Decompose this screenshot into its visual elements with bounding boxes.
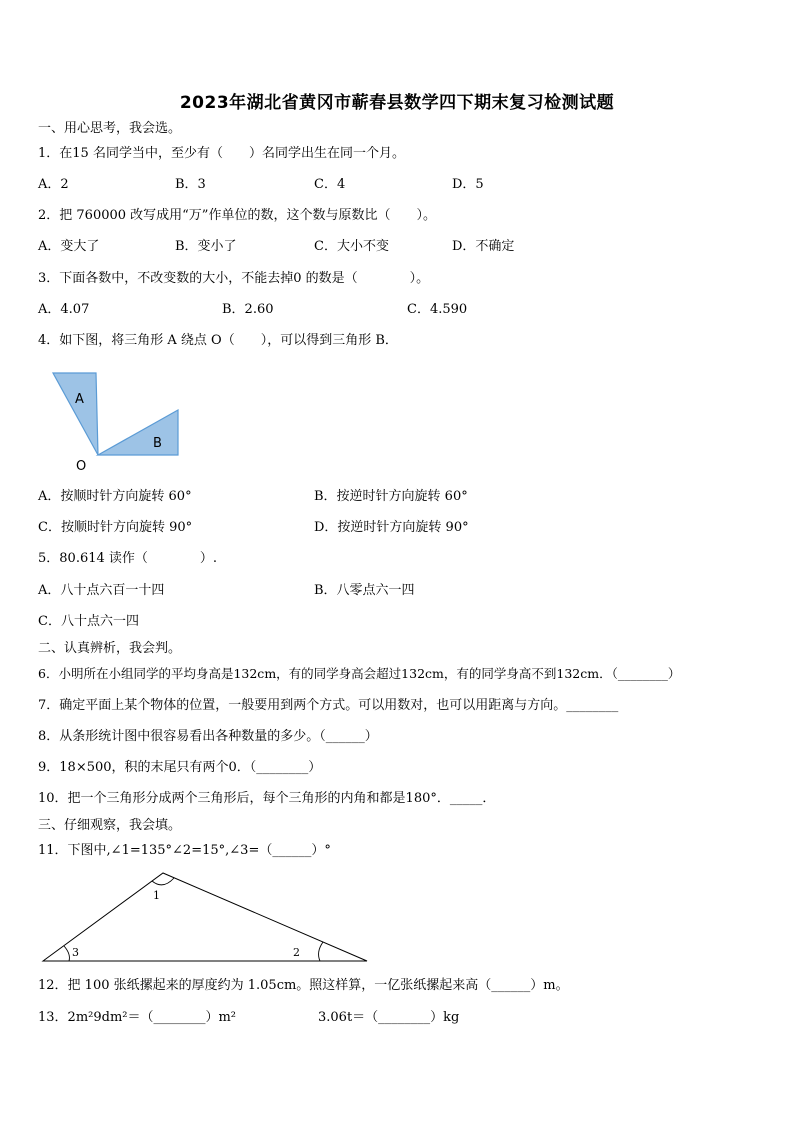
point-o-label: O bbox=[76, 459, 87, 474]
question-13-part-2: 3.06t＝（________）kg bbox=[318, 1010, 460, 1025]
triangle-b-label: B bbox=[153, 436, 162, 451]
question-13-part-1: 13．2m²9dm²＝（________）m² bbox=[38, 1010, 237, 1025]
question-12: 12．把 100 张纸摞起来的厚度约为 1.05cm。照这样算，一亿张纸摞起来高（______）m。 bbox=[38, 978, 569, 993]
question-2-stem: 2．把 760000 改写成用“万”作单位的数，这个数与原数比（ ）。 bbox=[38, 208, 436, 223]
triangle-outline bbox=[43, 873, 367, 961]
question-2-option-a: A．变大了 bbox=[38, 239, 100, 254]
question-9: 9．18×500，积的末尾只有两个0．（________） bbox=[38, 760, 322, 775]
angle-3-arc bbox=[64, 946, 69, 961]
angle-triangle-figure bbox=[40, 868, 370, 964]
question-11-stem: 11．下图中,∠1=135°∠2=15°,∠3=（______）° bbox=[38, 843, 331, 858]
question-3-stem: 3．下面各数中，不改变数的大小，不能去掉0 的数是（ ）。 bbox=[38, 271, 430, 286]
rotation-figure bbox=[48, 368, 188, 478]
question-1-stem: 1．在15 名同学当中，至少有（ ）名同学出生在同一个月。 bbox=[38, 146, 405, 161]
question-1-option-d: D．5 bbox=[452, 177, 484, 192]
question-3-option-b: B．2.60 bbox=[222, 302, 274, 317]
question-3-option-a: A．4.07 bbox=[38, 302, 90, 317]
section-heading-choice: 一、用心思考，我会选。 bbox=[38, 121, 182, 136]
question-1-option-c: C．4 bbox=[314, 177, 346, 192]
triangle-a bbox=[53, 373, 98, 455]
question-7: 7．确定平面上某个物体的位置，一般要用到两个方式。可以用数对，也可以用距离与方向。________ bbox=[38, 698, 619, 713]
question-2-option-c: C．大小不变 bbox=[314, 239, 389, 254]
section-heading-fill: 三、仔细观察，我会填。 bbox=[38, 818, 182, 833]
question-5-stem: 5．80.614 读作（ ）. bbox=[38, 551, 218, 566]
question-8: 8．从条形统计图中很容易看出各种数量的多少。（______） bbox=[38, 729, 378, 744]
angle-2-label: 2 bbox=[293, 946, 300, 959]
question-1-option-a: A．2 bbox=[38, 177, 69, 192]
question-2-option-b: B．变小了 bbox=[175, 239, 237, 254]
question-5-option-c: C．八十点六一四 bbox=[38, 614, 139, 629]
question-2-option-d: D．不确定 bbox=[452, 239, 515, 254]
angle-3-label: 3 bbox=[72, 946, 79, 959]
question-10: 10．把一个三角形分成两个三角形后，每个三角形的内角和都是180°．_____． bbox=[38, 791, 496, 806]
triangle-b bbox=[98, 410, 178, 455]
page-title: 2023年湖北省黄冈市蕲春县数学四下期末复习检测试题 bbox=[179, 93, 615, 113]
section-heading-judge: 二、认真辨析，我会判。 bbox=[38, 641, 182, 656]
question-4-option-d: D．按逆时针方向旋转 90° bbox=[314, 520, 469, 535]
question-5-option-b: B．八零点六一四 bbox=[314, 583, 415, 598]
angle-1-label: 1 bbox=[153, 889, 160, 902]
angle-2-arc bbox=[319, 942, 323, 961]
question-4-option-c: C．按顺时针方向旋转 90° bbox=[38, 520, 193, 535]
triangle-a-label: A bbox=[75, 392, 84, 407]
question-4-option-b: B．按逆时针方向旋转 60° bbox=[314, 489, 468, 504]
question-3-option-c: C．4.590 bbox=[407, 302, 468, 317]
question-4-stem: 4．如下图，将三角形 A 绕点 O（ ），可以得到三角形 B． bbox=[38, 333, 398, 348]
question-5-option-a: A．八十点六百一十四 bbox=[38, 583, 165, 598]
question-4-option-a: A．按顺时针方向旋转 60° bbox=[38, 489, 192, 504]
question-1-option-b: B．3 bbox=[175, 177, 206, 192]
question-6: 6．小明所在小组同学的平均身高是132cm，有的同学身高会超过132cm，有的同学身高不到132cm．（________） bbox=[38, 666, 681, 681]
